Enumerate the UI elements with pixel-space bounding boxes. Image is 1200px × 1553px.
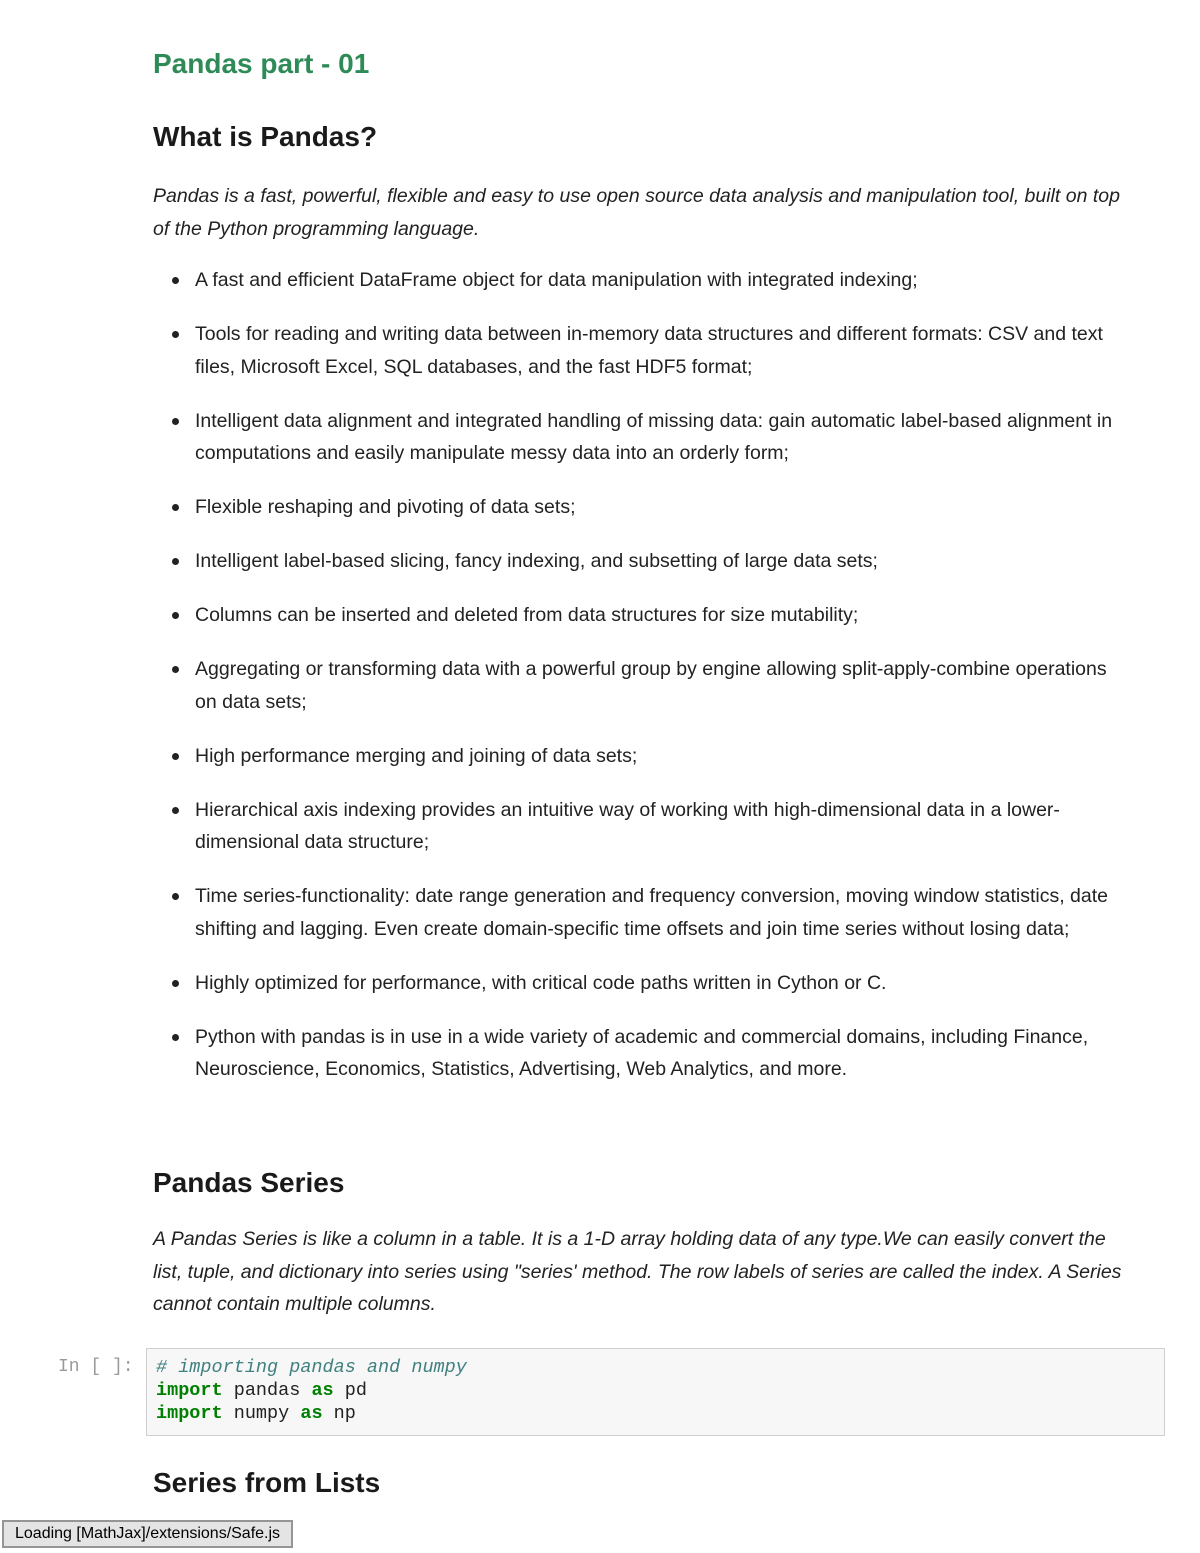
code-alias: np <box>322 1403 356 1424</box>
cell-prompt: In [ ]: <box>58 1357 134 1377</box>
bullet-icon <box>172 980 179 987</box>
list-item-text: Highly optimized for performance, with critical code paths written in Cython or C. <box>195 971 887 994</box>
bullet-icon <box>172 666 179 673</box>
bullet-icon <box>172 1034 179 1041</box>
list-item <box>153 1021 1133 1086</box>
code-line-import-pandas <box>156 1379 1155 1402</box>
list-item <box>153 653 1133 718</box>
list-item <box>153 794 1133 859</box>
bullet-icon <box>172 807 179 814</box>
list-item <box>153 318 1133 383</box>
bullet-icon <box>172 418 179 425</box>
list-item-text: Time series-functionality: date range generation and frequency conversion, moving window statistics, date shifting and lagging. Even create domain-specific time offsets and join time series without losing data; <box>195 885 1109 940</box>
code-alias: pd <box>333 1380 367 1401</box>
list-item <box>153 599 1133 632</box>
code-editor[interactable] <box>146 1348 1165 1436</box>
list-item-text: Hierarchical axis indexing provides an intuitive way of working with high-dimensional data in a lower-dimensional data structure; <box>195 798 1060 853</box>
list-item-text: Python with pandas is in use in a wide variety of academic and commercial domains, including Finance, Neuroscience, Economics, Statistics, Advertising, Web Analytics, and more. <box>195 1025 1089 1080</box>
bullet-icon <box>172 504 179 511</box>
list-item <box>153 405 1133 470</box>
list-item <box>153 967 1133 1000</box>
code-cell <box>0 1348 1168 1438</box>
code-module-name: numpy <box>222 1403 301 1424</box>
bullet-icon <box>172 893 179 900</box>
list-item-text: High performance merging and joining of data sets; <box>195 744 638 767</box>
bullet-icon <box>172 558 179 565</box>
bullet-icon <box>172 753 179 760</box>
heading-pandas-series: Pandas Series <box>153 1167 345 1198</box>
code-line-comment <box>156 1356 1155 1379</box>
code-keyword-import: import <box>156 1380 223 1401</box>
bullet-icon <box>172 277 179 284</box>
list-item-text: Tools for reading and writing data between in-memory data structures and different formats: CSV and text files, Microsoft Excel, SQL databases, and the fast HDF5 format; <box>195 323 1103 378</box>
code-keyword-as: as <box>311 1380 334 1401</box>
code-module-name: pandas <box>222 1380 312 1401</box>
code-keyword-as: as <box>300 1403 323 1424</box>
list-item <box>153 545 1133 578</box>
mathjax-loading-status: Loading [MathJax]/extensions/Safe.js <box>2 1520 293 1548</box>
list-item-text: Columns can be inserted and deleted from data structures for size mutability; <box>195 604 859 626</box>
list-item-text: Intelligent data alignment and integrated handling of missing data: gain automatic label-based alignment in computations and easily manipulate messy data into an orderly form; <box>195 409 1113 464</box>
list-item-text: Flexible reshaping and pivoting of data sets; <box>195 496 576 518</box>
list-item-text: Aggregating or transforming data with a powerful group by engine allowing split-apply-combine operations on data sets; <box>195 658 1107 713</box>
list-item <box>153 740 1133 773</box>
code-line-import-numpy <box>156 1402 1155 1425</box>
bullet-icon <box>172 612 179 619</box>
list-item <box>153 264 1133 297</box>
features-list <box>153 264 1133 1107</box>
list-item <box>153 880 1133 945</box>
notebook-title: Pandas part - 01 <box>153 48 370 79</box>
code-comment: # importing pandas and numpy <box>156 1357 467 1378</box>
what-is-pandas-intro: Pandas is a fast, powerful, flexible and easy to use open source data analysis and manipulation tool, built on top of the Python programming language. <box>153 185 1120 240</box>
bullet-icon <box>172 331 179 338</box>
pandas-series-intro: A Pandas Series is like a column in a table. It is a 1-D array holding data of any type.We can easily convert the list, tuple, and dictionary into series using "series' method. The row labels of series are called the index. A Series cannot contain multiple columns. <box>153 1228 1122 1315</box>
code-keyword-import: import <box>156 1403 223 1424</box>
heading-series-from-lists: Series from Lists <box>153 1467 381 1498</box>
list-item-text: A fast and efficient DataFrame object for data manipulation with integrated indexing; <box>195 269 918 291</box>
heading-what-is-pandas: What is Pandas? <box>153 121 378 152</box>
list-item-text: Intelligent label-based slicing, fancy indexing, and subsetting of large data sets; <box>195 550 878 572</box>
list-item <box>153 491 1133 524</box>
